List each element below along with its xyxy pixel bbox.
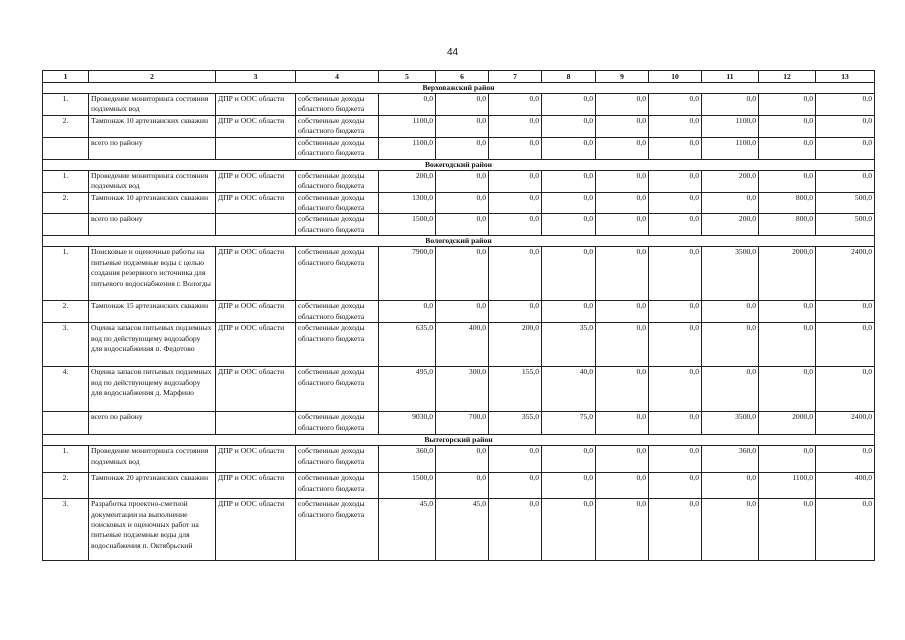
value-cell: 0,0 <box>649 367 702 412</box>
header-cell: 11 <box>702 71 759 83</box>
idx-cell: 3. <box>43 323 89 367</box>
value-cell: 0,0 <box>649 214 702 236</box>
table-row <box>43 446 875 473</box>
value-cell: 0,0 <box>542 247 596 301</box>
table-body <box>43 83 875 561</box>
header-cell: 7 <box>489 71 542 83</box>
value-cell: 635,0 <box>379 323 436 367</box>
value-cell: 3500,0 <box>702 412 759 435</box>
value-cell: 0,0 <box>816 323 875 367</box>
value-cell: 0,0 <box>542 192 596 214</box>
value-cell: 0,0 <box>649 247 702 301</box>
value-cell: 0,0 <box>649 499 702 561</box>
idx-cell <box>43 412 89 435</box>
header-cell: 5 <box>379 71 436 83</box>
idx-cell: 1. <box>43 247 89 301</box>
name-cell: Тампонаж 15 артезианских скважин <box>89 301 216 323</box>
executor-cell: ДПР и ООС области <box>216 192 296 214</box>
value-cell: 35,0 <box>542 323 596 367</box>
header-cell: 10 <box>649 71 702 83</box>
district-row <box>43 83 875 94</box>
value-cell: 0,0 <box>759 137 816 159</box>
table-row <box>43 473 875 499</box>
value-cell: 0,0 <box>489 499 542 561</box>
value-cell: 200,0 <box>702 170 759 192</box>
value-cell: 0,0 <box>816 499 875 561</box>
table-row <box>43 116 875 138</box>
value-cell: 3500,0 <box>702 247 759 301</box>
header-cell: 6 <box>436 71 489 83</box>
table-row <box>43 170 875 192</box>
value-cell: 0,0 <box>702 367 759 412</box>
table-row <box>43 247 875 301</box>
value-cell: 0,0 <box>596 116 649 138</box>
value-cell: 0,0 <box>596 473 649 499</box>
source-cell: собственные доходы областного бюджета <box>296 116 379 138</box>
source-cell: собственные доходы областного бюджета <box>296 323 379 367</box>
value-cell: 0,0 <box>596 247 649 301</box>
source-cell: собственные доходы областного бюджета <box>296 367 379 412</box>
value-cell: 0,0 <box>759 446 816 473</box>
value-cell: 0,0 <box>596 446 649 473</box>
value-cell: 0,0 <box>489 214 542 236</box>
value-cell: 0,0 <box>436 192 489 214</box>
name-cell: Разработка проектно-сметной документации на выполнение поисковых и оценочных работ на питьевые подземные воды для водоснабжения п. Октябрьский <box>89 499 216 561</box>
executor-cell: ДПР и ООС области <box>216 116 296 138</box>
name-cell: Тампонаж 10 артезианских скважин <box>89 116 216 138</box>
value-cell: 0,0 <box>436 301 489 323</box>
name-cell: Проведение мониторинга состояния подземных вод <box>89 446 216 473</box>
district-title: Вожегодский район <box>43 159 875 170</box>
value-cell: 2000,0 <box>759 412 816 435</box>
value-cell: 0,0 <box>649 301 702 323</box>
header-cell: 2 <box>89 71 216 83</box>
value-cell: 40,0 <box>542 367 596 412</box>
value-cell: 0,0 <box>542 499 596 561</box>
idx-cell: 3. <box>43 499 89 561</box>
executor-cell: ДПР и ООС области <box>216 247 296 301</box>
idx-cell: 4. <box>43 367 89 412</box>
value-cell: 0,0 <box>542 137 596 159</box>
value-cell: 200,0 <box>379 170 436 192</box>
idx-cell: 1. <box>43 94 89 116</box>
value-cell: 0,0 <box>436 247 489 301</box>
value-cell: 0,0 <box>542 116 596 138</box>
value-cell: 0,0 <box>759 323 816 367</box>
value-cell: 200,0 <box>489 323 542 367</box>
source-cell: собственные доходы областного бюджета <box>296 137 379 159</box>
idx-cell: 2. <box>43 301 89 323</box>
value-cell: 0,0 <box>542 170 596 192</box>
value-cell: 800,0 <box>759 214 816 236</box>
value-cell: 800,0 <box>759 192 816 214</box>
executor-cell: ДПР и ООС области <box>216 301 296 323</box>
value-cell: 500,0 <box>816 214 875 236</box>
table-row <box>43 137 875 159</box>
idx-cell: 2. <box>43 473 89 499</box>
table-row <box>43 301 875 323</box>
table-row <box>43 323 875 367</box>
executor-cell <box>216 137 296 159</box>
value-cell: 0,0 <box>489 94 542 116</box>
value-cell: 0,0 <box>816 170 875 192</box>
value-cell: 0,0 <box>649 94 702 116</box>
value-cell: 0,0 <box>816 116 875 138</box>
value-cell: 0,0 <box>702 192 759 214</box>
executor-cell: ДПР и ООС области <box>216 367 296 412</box>
value-cell: 2000,0 <box>759 247 816 301</box>
idx-cell: 1. <box>43 170 89 192</box>
source-cell: собственные доходы областного бюджета <box>296 301 379 323</box>
idx-cell <box>43 214 89 236</box>
executor-cell: ДПР и ООС области <box>216 94 296 116</box>
value-cell: 0,0 <box>702 323 759 367</box>
district-row <box>43 236 875 247</box>
value-cell: 0,0 <box>596 214 649 236</box>
value-cell: 0,0 <box>649 412 702 435</box>
name-cell: Поисковые и оценочные работы на питьевые подземные воды с целью создания резервного источника для питьевого водоснабжения г. Вологды <box>89 247 216 301</box>
idx-cell: 1. <box>43 446 89 473</box>
value-cell: 0,0 <box>596 412 649 435</box>
executor-cell: ДПР и ООС области <box>216 446 296 473</box>
value-cell: 0,0 <box>759 170 816 192</box>
source-cell: собственные доходы областного бюджета <box>296 412 379 435</box>
name-cell: Оценка запасов питьевых подземных вод по действующему водозабору для водоснабжения п. Федотово <box>89 323 216 367</box>
executor-cell: ДПР и ООС области <box>216 170 296 192</box>
value-cell: 0,0 <box>759 367 816 412</box>
value-cell: 0,0 <box>489 446 542 473</box>
value-cell: 1100,0 <box>702 116 759 138</box>
value-cell: 0,0 <box>489 301 542 323</box>
value-cell: 0,0 <box>816 137 875 159</box>
value-cell: 0,0 <box>489 247 542 301</box>
value-cell: 0,0 <box>489 137 542 159</box>
value-cell: 45,0 <box>436 499 489 561</box>
header-cell: 3 <box>216 71 296 83</box>
value-cell: 1300,0 <box>379 192 436 214</box>
value-cell: 0,0 <box>596 94 649 116</box>
header-cell: 9 <box>596 71 649 83</box>
name-cell: всего по району <box>89 412 216 435</box>
value-cell: 0,0 <box>436 170 489 192</box>
value-cell: 0,0 <box>489 192 542 214</box>
executor-cell: ДПР и ООС области <box>216 323 296 367</box>
executor-cell <box>216 412 296 435</box>
value-cell: 0,0 <box>649 323 702 367</box>
header-cell: 13 <box>816 71 875 83</box>
value-cell: 0,0 <box>542 214 596 236</box>
value-cell: 0,0 <box>649 170 702 192</box>
page-number: 44 <box>446 47 459 58</box>
value-cell: 0,0 <box>759 116 816 138</box>
idx-cell: 2. <box>43 116 89 138</box>
value-cell: 2400,0 <box>816 247 875 301</box>
value-cell: 0,0 <box>436 446 489 473</box>
value-cell: 45,0 <box>379 499 436 561</box>
value-cell: 155,0 <box>489 367 542 412</box>
name-cell: Проведение мониторинга состояния подземных вод <box>89 170 216 192</box>
name-cell: Тампонаж 10 артезианских скважин <box>89 192 216 214</box>
value-cell: 0,0 <box>702 301 759 323</box>
value-cell: 500,0 <box>816 192 875 214</box>
value-cell: 0,0 <box>649 116 702 138</box>
value-cell: 0,0 <box>489 170 542 192</box>
value-cell: 360,0 <box>702 446 759 473</box>
district-row <box>43 159 875 170</box>
value-cell: 0,0 <box>816 94 875 116</box>
source-cell: собственные доходы областного бюджета <box>296 192 379 214</box>
header-row <box>43 71 875 83</box>
district-title: Верховажский район <box>43 83 875 94</box>
value-cell: 0,0 <box>542 94 596 116</box>
value-cell: 0,0 <box>379 94 436 116</box>
value-cell: 1100,0 <box>379 137 436 159</box>
idx-cell <box>43 137 89 159</box>
value-cell: 0,0 <box>542 473 596 499</box>
value-cell: 0,0 <box>596 367 649 412</box>
name-cell: Тампонаж 20 артезианских скважин <box>89 473 216 499</box>
value-cell: 0,0 <box>649 473 702 499</box>
value-cell: 0,0 <box>759 301 816 323</box>
value-cell: 9030,0 <box>379 412 436 435</box>
value-cell: 1100,0 <box>379 116 436 138</box>
header-cell: 1 <box>43 71 89 83</box>
idx-cell: 2. <box>43 192 89 214</box>
value-cell: 0,0 <box>759 94 816 116</box>
name-cell: всего по району <box>89 137 216 159</box>
value-cell: 0,0 <box>816 446 875 473</box>
value-cell: 0,0 <box>649 137 702 159</box>
source-cell: собственные доходы областного бюджета <box>296 247 379 301</box>
value-cell: 0,0 <box>596 170 649 192</box>
value-cell: 0,0 <box>816 367 875 412</box>
table-row <box>43 412 875 435</box>
value-cell: 0,0 <box>379 301 436 323</box>
source-cell: собственные доходы областного бюджета <box>296 473 379 499</box>
name-cell: Проведение мониторинга состояния подземных вод <box>89 94 216 116</box>
district-title: Вологодский район <box>43 236 875 247</box>
source-cell: собственные доходы областного бюджета <box>296 214 379 236</box>
value-cell: 7900,0 <box>379 247 436 301</box>
value-cell: 0,0 <box>436 137 489 159</box>
value-cell: 0,0 <box>489 116 542 138</box>
source-cell: собственные доходы областного бюджета <box>296 446 379 473</box>
value-cell: 0,0 <box>436 214 489 236</box>
table-row <box>43 499 875 561</box>
value-cell: 360,0 <box>379 446 436 473</box>
header-cell: 12 <box>759 71 816 83</box>
district-title: Вытегорский район <box>43 435 875 446</box>
value-cell: 1500,0 <box>379 473 436 499</box>
value-cell: 0,0 <box>596 192 649 214</box>
value-cell: 0,0 <box>596 323 649 367</box>
value-cell: 355,0 <box>489 412 542 435</box>
value-cell: 0,0 <box>759 499 816 561</box>
source-cell: собственные доходы областного бюджета <box>296 170 379 192</box>
budget-table <box>42 70 875 561</box>
value-cell: 0,0 <box>702 473 759 499</box>
value-cell: 400,0 <box>436 323 489 367</box>
value-cell: 0,0 <box>436 116 489 138</box>
value-cell: 0,0 <box>702 499 759 561</box>
value-cell: 0,0 <box>596 137 649 159</box>
value-cell: 400,0 <box>816 473 875 499</box>
value-cell: 0,0 <box>596 301 649 323</box>
header-cell: 8 <box>542 71 596 83</box>
value-cell: 0,0 <box>542 301 596 323</box>
value-cell: 0,0 <box>542 446 596 473</box>
table-row <box>43 192 875 214</box>
value-cell: 0,0 <box>436 473 489 499</box>
source-cell: собственные доходы областного бюджета <box>296 499 379 561</box>
value-cell: 0,0 <box>649 446 702 473</box>
value-cell: 495,0 <box>379 367 436 412</box>
value-cell: 2400,0 <box>816 412 875 435</box>
executor-cell: ДПР и ООС области <box>216 499 296 561</box>
value-cell: 1500,0 <box>379 214 436 236</box>
value-cell: 200,0 <box>702 214 759 236</box>
table-row <box>43 94 875 116</box>
value-cell: 700,0 <box>436 412 489 435</box>
value-cell: 0,0 <box>702 94 759 116</box>
value-cell: 0,0 <box>649 192 702 214</box>
value-cell: 1100,0 <box>702 137 759 159</box>
value-cell: 300,0 <box>436 367 489 412</box>
value-cell: 0,0 <box>596 499 649 561</box>
value-cell: 0,0 <box>436 94 489 116</box>
value-cell: 1100,0 <box>759 473 816 499</box>
header-cell: 4 <box>296 71 379 83</box>
value-cell: 75,0 <box>542 412 596 435</box>
executor-cell: ДПР и ООС области <box>216 473 296 499</box>
name-cell: всего по району <box>89 214 216 236</box>
table-row <box>43 214 875 236</box>
value-cell: 0,0 <box>816 301 875 323</box>
district-row <box>43 435 875 446</box>
executor-cell <box>216 214 296 236</box>
source-cell: собственные доходы областного бюджета <box>296 94 379 116</box>
value-cell: 0,0 <box>489 473 542 499</box>
name-cell: Оценка запасов питьевых подземных вод по действующему водозабору для водоснабжения д. Марфино <box>89 367 216 412</box>
table-row <box>43 367 875 412</box>
